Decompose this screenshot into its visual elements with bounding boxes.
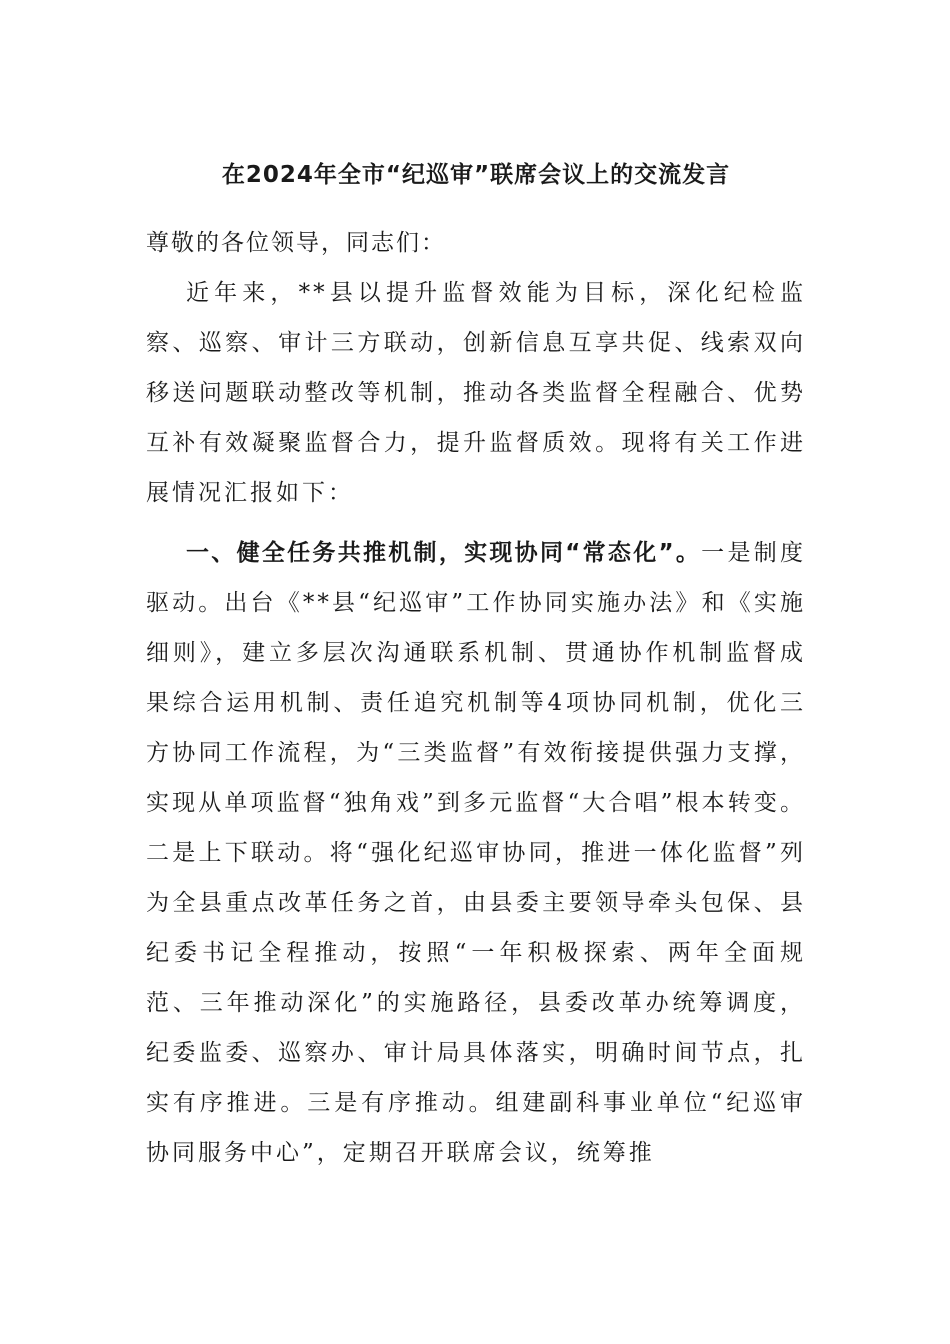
document-page bbox=[146, 150, 806, 1178]
section-1-heading: 一、健全任务共推机制，实现协同“常态化”。 bbox=[186, 540, 702, 566]
greeting: 尊敬的各位领导，同志们： bbox=[146, 230, 446, 256]
section-1-body: 一是制度驱动。出台《**县“纪巡审”工作协同实施办法》和《实施细则》，建立多层次沟通联系机制、贯通协作机制监督成果综合运用机制、责任追究机制等4项协同机制，优化三方协同工作流程，为“三类监督”有效衔接提供强力支撑，实现从单项监督“独角戏”到多元监督“大合唱”根本转变。二是上下联动。将“强化纪巡审协同，推进一体化监督”列为全县重点改革任务之首，由县委主要领导牵头包保、县纪委书记全程推动，按照“一年积极探索、两年全面规范、三年推动深化”的实施路径，县委改革办统筹调度，纪委监委、巡察办、审计局具体落实，明确时间节点，扎实有序推进。三是有序推动。组建副科事业单位“纪巡审协同服务中心”，定期召开联席会议，统筹推 bbox=[146, 540, 807, 1166]
intro-paragraph: 近年来，**县以提升监督效能为目标，深化纪检监察、巡察、审计三方联动，创新信息互享共促、线索双向移送问题联动整改等机制，推动各类监督全程融合、优势互补有效凝聚监督合力，提升监督质效。现将有关工作进展情况汇报如下： bbox=[146, 280, 806, 506]
section-1-paragraph bbox=[146, 528, 806, 1178]
document-title: 在2024年全市“纪巡审”联席会议上的交流发言 bbox=[221, 162, 731, 188]
